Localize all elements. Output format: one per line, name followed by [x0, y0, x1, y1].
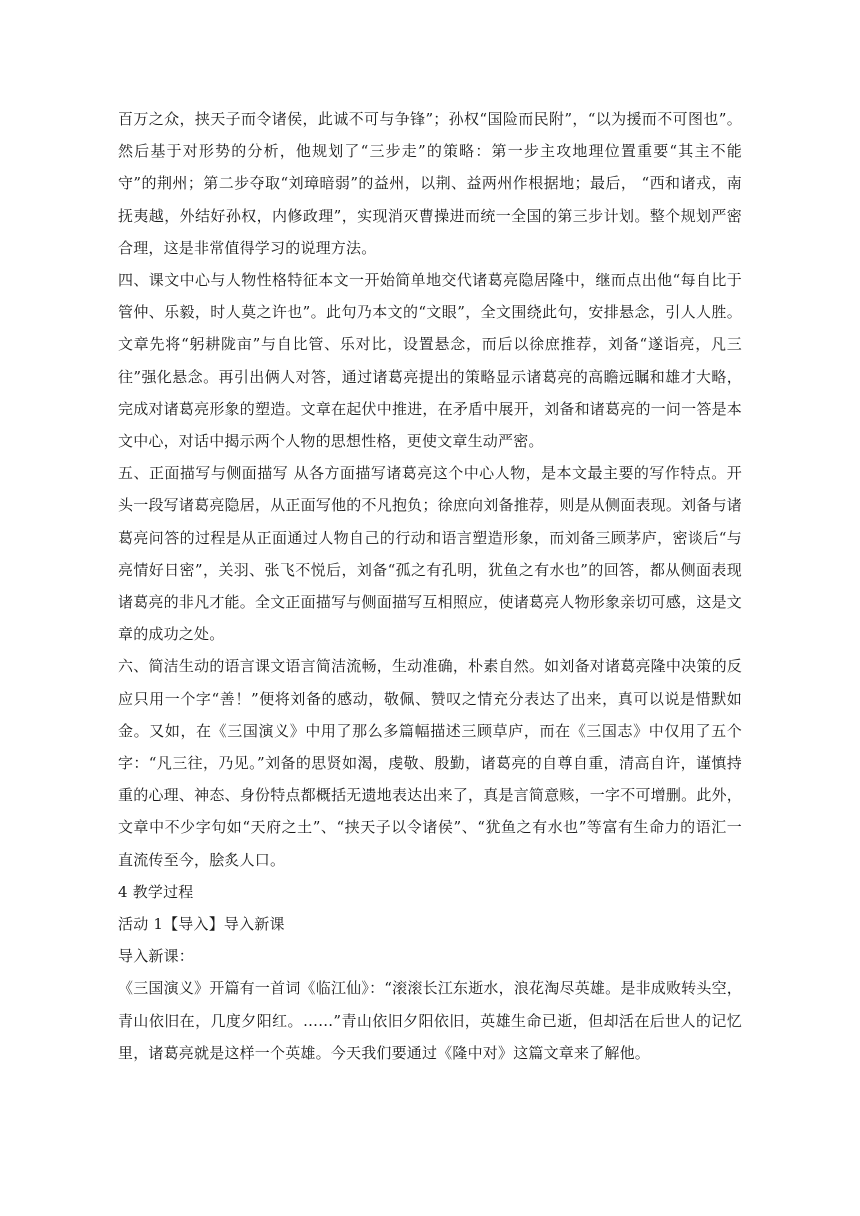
heading-teaching-process: 4 教学过程: [118, 882, 194, 901]
paragraph-strategy-conclusion: 百万之众，挟天子而令诸侯，此诚不可与争锋”；孙权“国险而民附”，“以为援而不可图也”。然后基于对形势的分析，他规划了“三步走”的策略：第一步主攻地理位置重要“其主不能守”的荆州；第二步夺取“刘璋暗弱”的益州，以荆、益两州作根据地；最后， “西和诸戎，南抚夷越，外结好孙权，内修政理”，实现消灭曹操进而统一全国的第三步计划。整个规划严密合理，这是非常值得学习的说理方法。: [118, 110, 742, 257]
label-intro: 导入新课：: [118, 947, 195, 966]
paragraph-section-six: 六、简洁生动的语言课文语言简洁流畅，生动准确，朴素自然。如刘备对诸葛亮隆中决策的反应只用一个字“善！”便将刘备的感动，敬佩、赞叹之情充分表达了出来，真可以说是惜默如金。又如，在《三国演义》中用了那么多篇幅描述三顾草庐，而在《三国志》中仅用了五个字：“凡三往，乃见。”刘备的思贤如渴，虔敬、殷勤，诸葛亮的自尊自重，清高自许，谨慎持重的心理、神态、身份特点都概括无遗地表达出来了，真是言简意赅，一字不可增删。此外，文章中不少字句如“天府之土”、“挟天子以令诸侯”、“犹鱼之有水也”等富有生命力的语汇一直流传至今，脍炙人口。: [118, 657, 742, 869]
document-body: [118, 103, 742, 1069]
paragraph-section-five: 五、正面描写与侧面描写 从各方面描写诸葛亮这个中心人物，是本文最主要的写作特点。开头一段写诸葛亮隐居，从正面写他的不凡抱负；徐庶向刘备推荐，则是从侧面表现。刘备与诸葛亮问答的过程是从正面通过人物自己的行动和语言塑造形象，而刘备三顾茅庐，密谈后“与亮情好日密”，关羽、张飞不悦后，刘备“孤之有孔明，犹鱼之有水也”的回答，都从侧面表现诸葛亮的非凡才能。全文正面描写与侧面描写互相照应，使诸葛亮人物形象亲切可感，这是文章的成功之处。: [118, 464, 742, 644]
paragraph-section-four: 四、课文中心与人物性格特征本文一开始简单地交代诸葛亮隐居隆中，继而点出他“每自比于管仲、乐毅，时人莫之许也”。此句乃本文的“文眼”，全文围绕此句，安排悬念，引人人胜。文章先将“躬耕陇亩”与自比管、乐对比，设置悬念，而后以徐庶推荐，刘备“遂诣亮，凡三往”强化悬念。再引出俩人对答，通过诸葛亮提出的策略显示诸葛亮的高瞻远瞩和雄才大略，完成对诸葛亮形象的塑造。文章在起伏中推进，在矛盾中展开，刘备和诸葛亮的一问一答是本文中心，对话中揭示两个人物的思想性格，更使文章生动严密。: [118, 271, 742, 451]
paragraph-intro-text: 《三国演义》开篇有一首词《临江仙》：“滚滚长江东逝水，浪花淘尽英雄。是非成败转头空，青山依旧在，几度夕阳红。……”青山依旧夕阳依旧，英雄生命已逝，但却活在后世人的记忆里，诸葛亮就是这样一个英雄。今天我们要通过《隆中对》这篇文章来了解他。: [118, 979, 742, 1062]
heading-activity-one: 活动 1【导入】导入新课: [118, 915, 285, 934]
